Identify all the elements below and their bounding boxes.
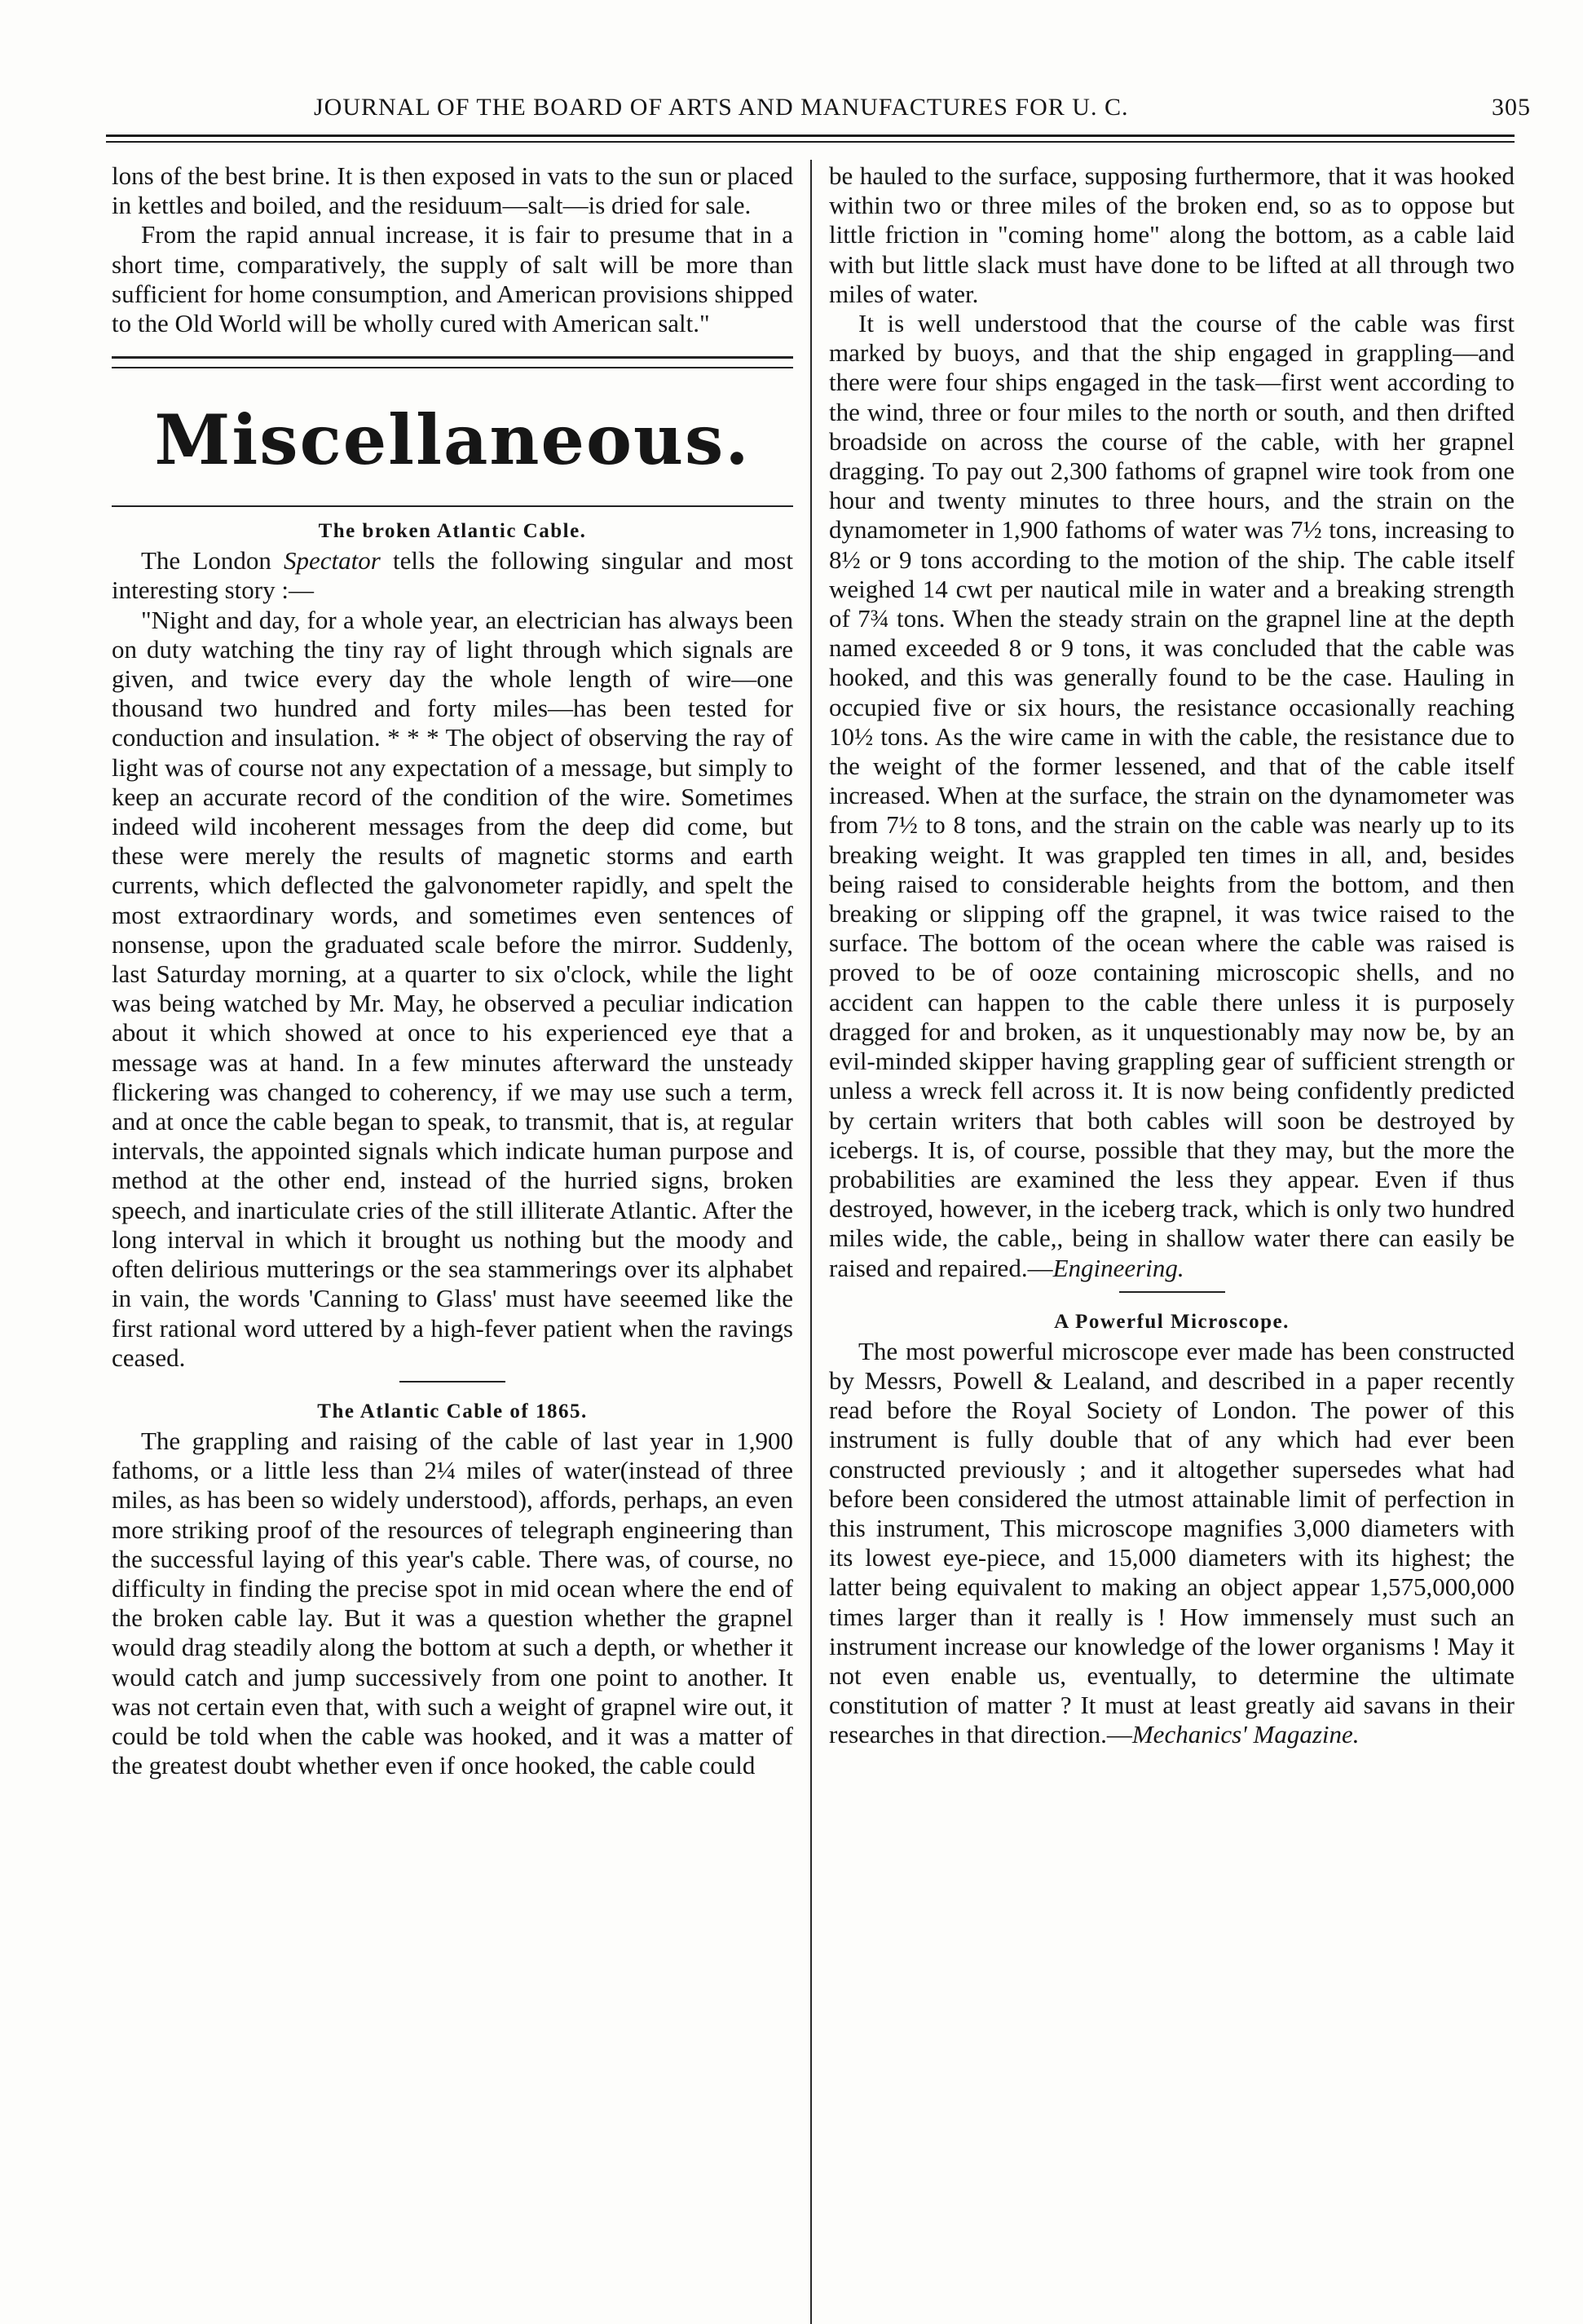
- continued-text: It is well understood that the course of the cable was first marked by buoys, and that the ship engaged in grappling—and there were four ships engaged in the task—first went according to the wind, three or four miles to the north or south, and then drifted broadside on across the course of the cable, with her grapnel dragging. To pay out 2,300 fathoms of grapnel wire took from one hour and twenty minutes to three hours, and the strain on the dynamometer in 1,900 fathoms of water was 7½ tons, increasing to 8½ or 9 tons according to the motion of the ship. The cable itself weighed 14 cwt per nautical mile in water and a breaking strength of 7¾ tons. When the steady strain on the grapnel line at the depth named exceeded 8 or 9 tons, it was concluded that the cable was hooked, and this was generally found to be the case. Hauling in occupied five or six hours, the resistance occasionally reaching 10½ tons. As the wire came in with the cable, the resistance due to the weight of the former lessened, and that of the cable itself increased. When at the surface, the strain on the dynamometer was from 7½ to 8 tons, and the strain on the cable was nearly up to its breaking weight. It was grappled ten times in all, and, besides being raised to considerable heights from the bottom, and then breaking or slipping off the grapnel, it was twice raised to the surface. The bottom of the ocean where the cable was raised is proved to be of ooze containing microscopic shells, and no accident can happen to the cable there unless it is purposely dragged for and broken, as it unquestionably may now be, by an evil-minded skipper having grappling gear of sufficient strength or unless a wreck fell across it. It is now being confidently predicted by certain writers that both cables will soon be destroyed by icebergs. It is, of course, possible that they may, but the more the probabilities are examined the less they appear. Even if thus destroyed, however, in the iceberg track, which is only two hundred miles wide, the cable,, being in shallow water there can easily be raised and repaired.—: [829, 309, 1515, 1282]
- article-body-microscope: [829, 1337, 1515, 1750]
- left-column: [112, 161, 793, 1780]
- lead-text-pre: The London: [141, 546, 284, 575]
- article-separator: [1119, 1291, 1225, 1293]
- page-number: 305: [1492, 94, 1531, 121]
- article-title-cable-1865: The Atlantic Cable of 1865.: [317, 1400, 588, 1422]
- intro-paragraph-1: lons of the best brine. It is then exposed in vats to the sun or placed in kettles and boiled, and the residuum—salt—is dried for sale.: [112, 161, 793, 220]
- article-title-broken-cable: The broken Atlantic Cable.: [318, 520, 587, 543]
- continued-paragraph-1: be hauled to the surface, supposing furthermore, that it was hooked within two or three miles of the broken end, so as to oppose but little friction in "coming home" along the bottom, as a cable laid with but little slack must have done to be lifted at all through two miles of water.: [829, 161, 1515, 308]
- section-rule-top: [112, 356, 793, 368]
- right-column: [829, 161, 1515, 1750]
- source-engineering: Engineering.: [1052, 1253, 1184, 1282]
- intro-paragraph-2: From the rapid annual increase, it is fair to presume that in a short time, comparatively, the supply of salt will be more than sufficient for home consumption, and American provisions shipped to the Old World will be wholly cured with American salt.": [112, 220, 793, 338]
- column-divider: [810, 160, 812, 2324]
- article-title-microscope: A Powerful Microscope.: [1054, 1310, 1290, 1333]
- source-mechanics-magazine: Mechanics' Magazine.: [1131, 1720, 1360, 1749]
- header-rule-top: [106, 135, 1515, 137]
- article-separator: [399, 1381, 505, 1382]
- lead-text-post: tells the following singular and most interesting story :—: [112, 546, 793, 605]
- publication-name: Spectator: [284, 546, 381, 575]
- continued-paragraph-2: [829, 309, 1515, 1283]
- article-body-cable-1865: The grappling and raising of the cable of last year in 1,900 fathoms, or a little less than 2¼ miles of water(instead of three miles, as has been so widely understood), affords, perhaps, an even more striking proof of the resources of telegraph engineering than the successful laying of this year's cable. There was, of course, no difficulty in finding the precise spot in mid ocean where the end of the broken cable lay. But it was a question whether the grapnel would drag steadily along the bottom at such a depth, or whether it would catch and jump successively from one point to another. It was not certain even that, with such a weight of grapnel wire out, it could be told when the cable was hooked, and it was a matter of the greatest doubt whether even if once hooked, the cable could: [112, 1426, 793, 1780]
- running-title: JOURNAL OF THE BOARD OF ARTS AND MANUFACTURES FOR U. C.: [314, 94, 1129, 121]
- section-rule-bottom: [112, 505, 793, 507]
- section-title: Miscellaneous.: [154, 399, 751, 481]
- article-body-broken-cable: "Night and day, for a whole year, an electrician has always been on duty watching the tiny ray of light through which signals are given, and twice every day the whole length of wire—one thousand two hundred and forty miles—has been tested for conduction and insulation. * * * The object of observing the ray of light was of course not any expectation of a message, but simply to keep an accurate record of the condition of the wire. Sometimes indeed wild incoherent messages from the deep did come, but these were merely the results of magnetic storms and earth currents, which deflected the galvonometer rapidly, and spelt the most extraordinary words, and sometimes even sentences of nonsense, upon the graduated scale before the mirror. Suddenly, last Saturday morning, at a quarter to six o'clock, while the light was being watched by Mr. May, he observed a peculiar indication about it which showed at once to his experienced eye that a message was at hand. In a few minutes afterward the unsteady flickering was changed to coherency, if we may use such a term, and at once the cable began to speak, to transmit, that is, at regular intervals, the appointed signals which indicate human purpose and method at the other end, instead of the hurried signs, broken speech, and inarticulate cries of the still illiterate Atlantic. After the long interval in which it brought us nothing but the moody and often delirious mutterings or the sea stammerings over its alphabet in vain, the words 'Canning to Glass' must have seeemed like the first rational word uttered by a high-fever patient when the ravings ceased.: [112, 605, 793, 1372]
- header-rule-bottom: [106, 141, 1515, 143]
- article-lead-broken-cable: [112, 546, 793, 605]
- microscope-text: The most powerful microscope ever made has been constructed by Messrs, Powell & Lealand, and described in a paper recently read before the Royal Society of London. The power of this instrument is fully double that of any which had ever been constructed previously ; and it altogether supersedes what had before been considered the utmost attainable limit of perfection in this instrument, This microscope magnifies 3,000 diameters with its lowest eye-piece, and 15,000 diameters with its highest; the latter being equivalent to making an object appear 1,575,000,000 times larger than it really is ! How immensely must such an instrument increase our knowledge of the lower organisms ! May it not even enable us, eventually, to determine the ultimate constitution of matter ? It must at least greatly aid savans in their researches in that direction.—: [829, 1336, 1515, 1749]
